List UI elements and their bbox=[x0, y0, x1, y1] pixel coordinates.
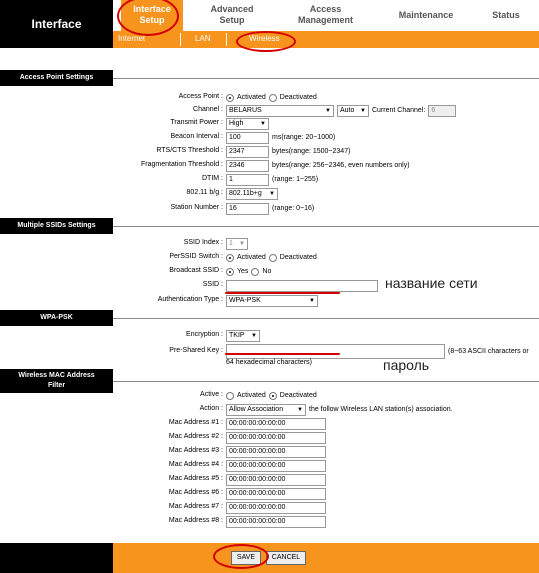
chevron-down-icon: ▼ bbox=[360, 107, 366, 114]
broadcast-ssid-label: Broadcast SSID : bbox=[169, 267, 223, 274]
mac-address-label: Mac Address #7 : bbox=[168, 503, 223, 510]
subtab-wireless[interactable]: Wireless bbox=[249, 34, 280, 43]
rts-threshold-label: RTS/CTS Threshold : bbox=[156, 147, 223, 154]
mac-address-row bbox=[0, 417, 539, 430]
row-channel bbox=[0, 104, 539, 117]
wireless-mode-select[interactable] bbox=[226, 188, 278, 200]
ssid-index-value: 1 bbox=[229, 239, 233, 247]
access-point-activated-radio[interactable] bbox=[226, 94, 234, 102]
ssid-label: SSID : bbox=[202, 281, 223, 288]
deactivated-label: Deactivated bbox=[279, 254, 317, 261]
station-number-hint: (range: 0~16) bbox=[272, 205, 315, 212]
mac-activated-radio[interactable] bbox=[226, 392, 234, 400]
ssid-index-label: SSID Index : bbox=[183, 239, 223, 246]
tab-access-management[interactable]: Access Management bbox=[297, 4, 353, 25]
mac-address-field[interactable]: 00:00:00:00:00:00 bbox=[226, 502, 326, 514]
footer-actions bbox=[113, 543, 539, 573]
subtab-internet[interactable]: Internet bbox=[118, 34, 146, 43]
mac-address-label: Mac Address #1 : bbox=[168, 419, 223, 426]
subnav-divider bbox=[226, 33, 227, 46]
chevron-down-icon: ▼ bbox=[325, 107, 331, 114]
mac-address-field[interactable]: 00:00:00:00:00:00 bbox=[226, 488, 326, 500]
mac-address-field[interactable]: 00:00:00:00:00:00 bbox=[226, 432, 326, 444]
mac-address-field[interactable]: 00:00:00:00:00:00 bbox=[226, 418, 326, 430]
activated-label: Activated bbox=[237, 94, 266, 101]
beacon-interval-hint: ms(range: 20~1000) bbox=[272, 134, 336, 141]
mac-address-field[interactable]: 00:00:00:00:00:00 bbox=[226, 516, 326, 528]
highlight-oval-save bbox=[213, 544, 269, 569]
section-access-point bbox=[0, 70, 539, 86]
annotation-psk-note: пароль bbox=[383, 357, 430, 373]
deactivated-label: Deactivated bbox=[279, 94, 317, 101]
chevron-down-icon: ▼ bbox=[239, 240, 245, 247]
fragmentation-label: Fragmentation Threshold : bbox=[141, 161, 223, 168]
row-dtim bbox=[0, 173, 539, 186]
annotation-ssid-note: название сети bbox=[385, 275, 478, 291]
psk-hint-continued: 64 hexadecimal characters) bbox=[226, 359, 312, 366]
section-title: Access Point Settings bbox=[0, 70, 113, 86]
deactivated-label: Deactivated bbox=[279, 392, 317, 399]
ssid-index-select[interactable] bbox=[226, 238, 248, 250]
station-number-label: Station Number : bbox=[170, 204, 223, 211]
section-divider bbox=[113, 381, 539, 382]
auth-type-select[interactable] bbox=[226, 295, 318, 307]
row-ssid-index bbox=[0, 237, 539, 250]
station-number-field[interactable]: 16 bbox=[226, 203, 269, 215]
row-transmit-power bbox=[0, 117, 539, 130]
mac-address-field[interactable]: 00:00:00:00:00:00 bbox=[226, 446, 326, 458]
row-access-point bbox=[0, 91, 539, 104]
auth-type-value: WPA-PSK bbox=[229, 296, 261, 304]
rts-threshold-hint: bytes(range: 1500~2347) bbox=[272, 148, 351, 155]
access-point-label: Access Point : bbox=[178, 93, 223, 100]
mac-address-row bbox=[0, 473, 539, 486]
tab-advanced-setup[interactable]: Advanced Setup bbox=[210, 4, 254, 25]
transmit-power-value: High bbox=[229, 119, 244, 127]
section-divider bbox=[113, 318, 539, 319]
section-title: WPA-PSK bbox=[0, 310, 113, 326]
row-perssid-switch bbox=[0, 251, 539, 264]
auth-type-label: Authentication Type : bbox=[157, 296, 223, 303]
mac-address-row bbox=[0, 501, 539, 514]
wireless-settings-form bbox=[0, 48, 539, 543]
section-title-line-1: Wireless MAC Address bbox=[18, 372, 95, 379]
mac-address-row bbox=[0, 445, 539, 458]
activated-label: Activated bbox=[237, 254, 266, 261]
fragmentation-field[interactable]: 2346 bbox=[226, 160, 269, 172]
current-channel-label: Current Channel: bbox=[372, 107, 426, 114]
activated-label: Activated bbox=[237, 392, 266, 399]
mac-address-row bbox=[0, 431, 539, 444]
dtim-label: DTIM : bbox=[202, 175, 223, 182]
subnav-divider bbox=[180, 33, 181, 46]
chevron-down-icon: ▼ bbox=[251, 332, 257, 339]
row-auth-type bbox=[0, 294, 539, 307]
mac-address-label: Mac Address #2 : bbox=[168, 433, 223, 440]
mac-address-label: Mac Address #8 : bbox=[168, 517, 223, 524]
broadcast-yes-radio[interactable] bbox=[226, 268, 234, 276]
perssid-activated-radio[interactable] bbox=[226, 254, 234, 262]
chevron-down-icon: ▼ bbox=[260, 120, 266, 127]
wireless-mode-label: 802.11 b/g : bbox=[186, 189, 223, 196]
mac-action-select[interactable] bbox=[226, 404, 306, 416]
channel-value: BELARUS bbox=[229, 106, 262, 114]
mac-address-label: Mac Address #6 : bbox=[168, 489, 223, 496]
broadcast-no-radio[interactable] bbox=[251, 268, 259, 276]
chevron-down-icon: ▼ bbox=[269, 190, 275, 197]
channel-auto-value: Auto bbox=[340, 106, 355, 114]
rts-threshold-field[interactable]: 2347 bbox=[226, 146, 269, 158]
row-station-number bbox=[0, 202, 539, 215]
mac-address-row bbox=[0, 459, 539, 472]
yes-label: Yes bbox=[237, 268, 249, 275]
row-rts-threshold bbox=[0, 145, 539, 158]
perssid-deactivated-radio[interactable] bbox=[269, 254, 277, 262]
mac-address-field[interactable]: 00:00:00:00:00:00 bbox=[226, 474, 326, 486]
transmit-power-label: Transmit Power : bbox=[170, 119, 223, 126]
row-mac-action bbox=[0, 403, 539, 416]
highlight-underline-psk bbox=[225, 353, 340, 355]
section-multiple-ssids bbox=[0, 218, 539, 234]
fragmentation-hint: bytes(range: 256~2346, even numbers only) bbox=[272, 162, 410, 169]
channel-auto-select[interactable] bbox=[337, 105, 369, 117]
channel-select[interactable] bbox=[226, 105, 334, 117]
chevron-down-icon: ▼ bbox=[297, 406, 303, 413]
row-encryption bbox=[0, 329, 539, 342]
wireless-mode-value: 802.11b+g bbox=[229, 189, 262, 197]
footer-bar bbox=[0, 543, 539, 573]
current-channel-field: 6 bbox=[428, 105, 456, 117]
subtab-lan[interactable]: LAN bbox=[195, 34, 211, 43]
no-label: No bbox=[262, 268, 272, 275]
tab-maintenance[interactable]: Maintenance bbox=[398, 10, 454, 20]
beacon-interval-field[interactable]: 100 bbox=[226, 132, 269, 144]
section-title-line-2: Filter bbox=[47, 382, 66, 389]
mac-address-row bbox=[0, 515, 539, 528]
row-80211bg bbox=[0, 187, 539, 200]
section-wpa-psk bbox=[0, 310, 539, 326]
mac-action-hint: the follow Wireless LAN station(s) association. bbox=[309, 406, 453, 413]
mac-action-value: Allow Association bbox=[229, 405, 284, 413]
section-title: Multiple SSIDs Settings bbox=[0, 218, 113, 234]
mac-action-label: Action : bbox=[199, 405, 223, 412]
row-fragmentation bbox=[0, 159, 539, 172]
section-divider bbox=[113, 78, 539, 79]
highlight-underline-ssid bbox=[225, 292, 340, 294]
cancel-button[interactable]: CANCEL bbox=[266, 551, 306, 565]
dtim-hint: (range: 1~255) bbox=[272, 176, 319, 183]
save-button[interactable]: SAVE bbox=[231, 551, 261, 565]
mac-active-label: Active : bbox=[200, 391, 223, 398]
encryption-value: TKIP bbox=[229, 331, 245, 339]
psk-hint: (8~63 ASCII characters or bbox=[448, 347, 529, 355]
channel-label: Channel : bbox=[193, 106, 223, 113]
mac-deactivated-radio[interactable] bbox=[269, 392, 277, 400]
mac-address-label: Mac Address #5 : bbox=[168, 475, 223, 482]
transmit-power-select[interactable] bbox=[226, 118, 269, 130]
section-divider bbox=[113, 226, 539, 227]
ssid-field[interactable] bbox=[226, 280, 378, 292]
mac-address-field[interactable]: 00:00:00:00:00:00 bbox=[226, 460, 326, 472]
brand-label: Interface bbox=[0, 0, 113, 48]
tab-status[interactable]: Status bbox=[492, 10, 520, 20]
mac-address-label: Mac Address #4 : bbox=[168, 461, 223, 468]
footer-left-block bbox=[0, 543, 113, 573]
row-beacon-interval bbox=[0, 131, 539, 144]
mac-address-label: Mac Address #3 : bbox=[168, 447, 223, 454]
beacon-interval-label: Beacon Interval : bbox=[170, 133, 223, 140]
access-point-deactivated-radio[interactable] bbox=[269, 94, 277, 102]
psk-label: Pre-Shared Key : bbox=[169, 347, 223, 354]
dtim-field[interactable]: 1 bbox=[226, 174, 269, 186]
tab-interface-setup[interactable]: Interface Setup bbox=[121, 0, 183, 31]
mac-address-row bbox=[0, 487, 539, 500]
perssid-switch-label: PerSSID Switch : bbox=[169, 253, 223, 260]
sub-nav bbox=[113, 31, 539, 48]
encryption-label: Encryption : bbox=[186, 331, 223, 338]
chevron-down-icon: ▼ bbox=[309, 297, 315, 304]
row-mac-active bbox=[0, 389, 539, 402]
encryption-select[interactable] bbox=[226, 330, 260, 342]
